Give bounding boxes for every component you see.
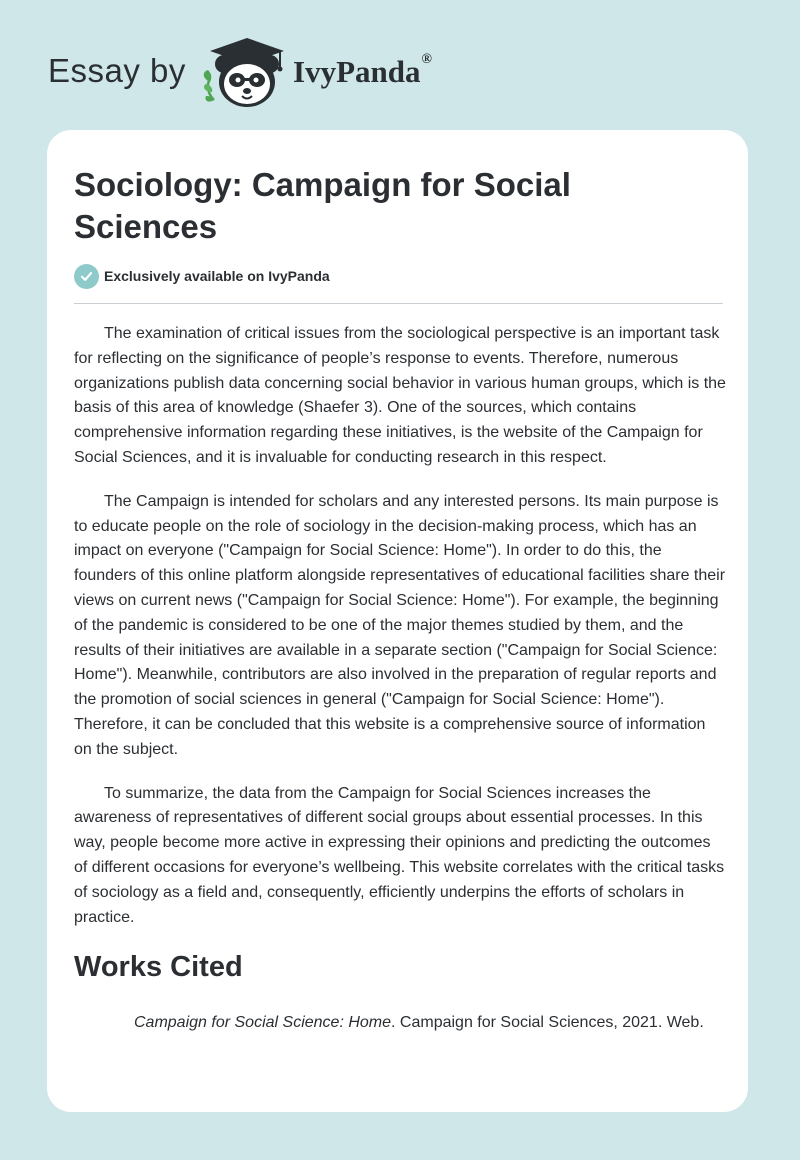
paragraph: The examination of critical issues from the sociological perspective is an important task for reflecting on the significance of people’s response to events. Therefore, numerous organizations publish data concerning social behavior in various human groups, which is the basis of this area of knowledge (Shaefer 3). One of the sources, which contains comprehensive information regarding these initiatives, is the website of the Campaign for Social Sciences, and it is invaluable for conducting research in this respect. <box>74 325 726 466</box>
page-title: Sociology: Campaign for Social Sciences <box>74 166 571 245</box>
brand-name[interactable] <box>293 54 432 90</box>
citation-entry <box>74 1011 726 1036</box>
panda-graduate-icon[interactable] <box>200 34 292 110</box>
registered-mark: ® <box>421 52 432 67</box>
paragraph: The Campaign is intended for scholars and any interested persons. Its main purpose is to educate people on the role of sociology in the decision-making process, which has an impact on everyone ("Campaign for Social Science: Home"). In order to do this, the founders of this online platform alongside representatives of educational facilities share their views on current news ("Campaign for Social Science: Home"). For example, the beginning of the pandemic is considered to be one of the major themes studied by them, and the results of their initiatives are available in a separate section ("Campaign for Social Science: Home"). Meanwhile, contributors are also involved in the preparation of regular reports and the promotion of social sciences in general ("Campaign for Social Science: Home"). Therefore, it can be concluded that this website is a comprehensive source of information on the subject. <box>74 492 726 758</box>
brand-prefix: Essay by <box>48 52 186 89</box>
site-header <box>0 0 800 130</box>
exclusive-badge <box>74 263 330 289</box>
exclusive-badge-label: Exclusively available on IvyPanda <box>104 268 330 284</box>
essay-card <box>47 130 748 1112</box>
works-cited-heading: Works Cited <box>74 951 243 984</box>
check-circle-icon <box>74 264 99 289</box>
essay-body <box>74 322 726 1055</box>
citation-title: Campaign for Social Science: Home <box>134 1014 392 1032</box>
citation-details: . Campaign for Social Sciences, 2021. Web. <box>391 1014 704 1032</box>
paragraph: To summarize, the data from the Campaign for Social Sciences increases the awareness of representatives of different social groups about essential processes. In this way, people become more active in expressing their opinions and predicting the outcomes of different occasions for everyone’s wellbeing. This website correlates with the critical tasks of sociology as a field and, consequently, efficiently underpins the efforts of scholars in practice. <box>74 784 725 926</box>
brand-name-text: IvyPanda <box>293 54 421 89</box>
divider <box>74 303 723 304</box>
